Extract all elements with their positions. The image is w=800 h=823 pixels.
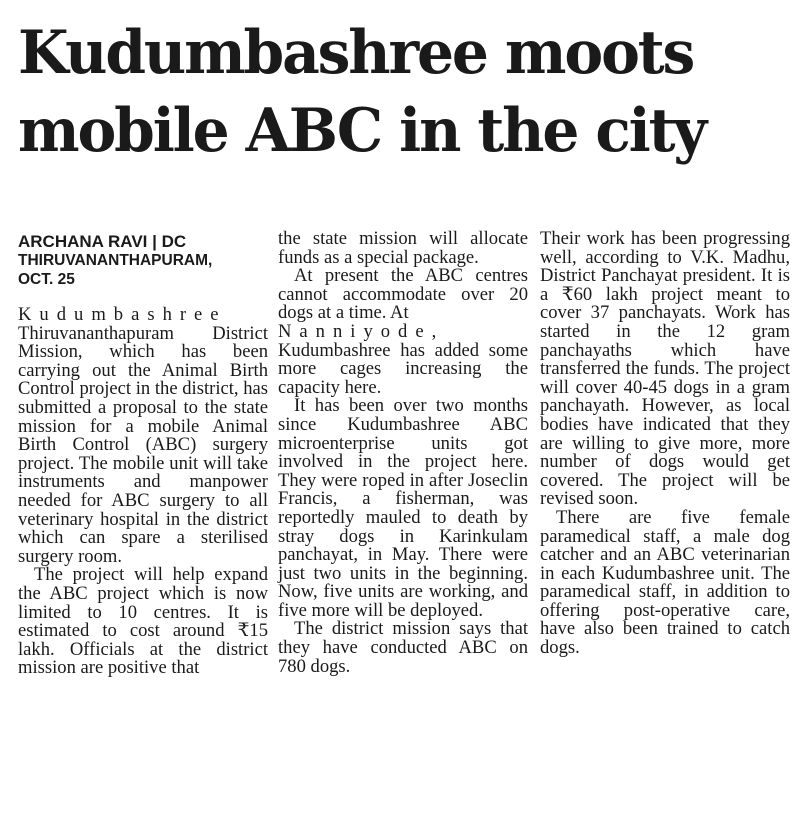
article-column-2 <box>278 230 528 676</box>
article-text-block: It has been over two months since Kudumbashree ABC microenterprise units got involved in the project here. They were roped in after Joseclin Francis, a fisherman, was reportedly mauled to death by stray dogs in Karinkulam panchayat, in May. There were just two units in the beginning. Now, five units are working, and five more will be deployed. <box>278 395 528 621</box>
column-2-text <box>278 230 528 676</box>
byline-author: ARCHANA RAVI | DC <box>18 232 187 251</box>
article-text-block: the state mission will allocate funds as a special package. <box>278 228 528 268</box>
article-text-block: The district mission says that they have conducted ABC on 780 dogs. <box>278 618 528 677</box>
headline-line-2: mobile ABC in the city <box>18 96 706 166</box>
article-column-3 <box>540 230 790 658</box>
article-column-1 <box>18 232 268 678</box>
article-text-block: Kudumbashree <box>18 304 227 325</box>
headline-line-1: Kudumbashree moots <box>18 18 694 88</box>
article-text-block: The project will help expand the ABC project which is now limited to 10 centres. It is estimated to cost around ₹15 lakh. Officials at the district mission are positive that <box>18 564 268 679</box>
column-1-text <box>18 306 268 678</box>
column-3-text <box>540 230 790 658</box>
article-text-block: Kudumbashree has added some more cages increasing the capacity here. <box>278 339 528 398</box>
byline-date: OCT. 25 <box>18 271 75 288</box>
headline <box>18 14 765 170</box>
article-text-block: There are five female paramedical staff, a male dog catcher and an ABC veterinarian in each Kudumbashree unit. The paramedical staff, in addition to offering post-operative care, have also been trained to catch dogs. <box>540 506 790 659</box>
byline-place: THIRUVANANTHAPURAM, <box>18 252 213 269</box>
article-text-block: Nanniyode, <box>278 320 445 342</box>
article-text-block: Thiruvananthapuram District Mission, which has been carrying out the Animal Birth Control project in the district, has submitted a proposal to the state mission for a mobile Animal Birth Control (ABC) surgery project. The mobile unit will take instruments and manpower needed for ABC surgery to all veterinary hospital in the district which can spare a sterilised surgery room. <box>18 322 268 567</box>
byline <box>18 232 268 289</box>
article-text-block: At present the ABC centres cannot accommodate over 20 dogs at a time. At <box>278 265 528 324</box>
article-text-block: Their work has been progressing well, according to V.K. Madhu, District Panchayat president. It is a ₹60 lakh project meant to cover 37 panchayats. Work has started in the 12 gram panchayaths which have transferred the funds. The project will cover 40-45 dogs in a gram panchayath. However, as local bodies have indicated that they are willing to give more, more number of dogs would get covered. The project will be revised soon. <box>540 228 790 510</box>
